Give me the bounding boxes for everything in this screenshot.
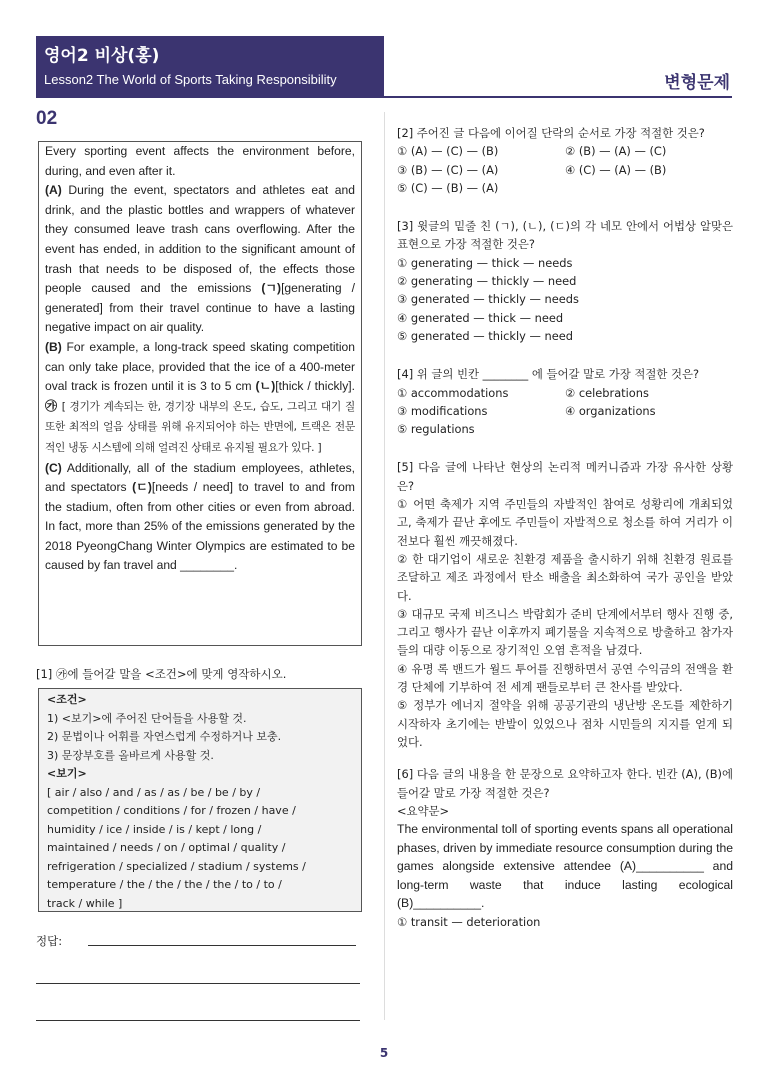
- page-number: 5: [379, 1046, 389, 1060]
- option[interactable]: ⑤ generated — thickly — need: [397, 328, 574, 343]
- q6-prompt: [6] 다음 글의 내용을 한 문장으로 요약하고자 한다. 빈칸 (A), (B)에 들어갈 말로 가장 적절한 것은?: [397, 767, 733, 800]
- q3-prompt: [3] 윗글의 밑줄 친 (ㄱ), (ㄴ), (ㄷ)의 각 네모 안에서 어법상 알맞은 표현으로 가장 적절한 것은?: [397, 219, 733, 252]
- q5-options: [397, 495, 733, 751]
- option[interactable]: ① (A) — (C) — (B): [397, 144, 499, 159]
- passage-intro: Every sporting event affects the environment before, during, and even after it.: [45, 144, 355, 178]
- word-bank-title: <보기>: [47, 767, 87, 780]
- option[interactable]: ① 어떤 축제가 지역 주민들의 자발적인 참여로 성황리에 개최되었고, 축제가 끝난 후에도 주민들이 자발적으로 청소를 하여 거리가 이전보다 훨씬 깨끗해졌다.: [397, 497, 733, 548]
- condition-title: <조건>: [47, 693, 87, 706]
- word-bank-line: track / while ]: [47, 896, 123, 910]
- option[interactable]: ① transit — deterioration: [397, 915, 541, 930]
- summary-label: <요약문>: [397, 803, 450, 818]
- right-column: [397, 124, 733, 931]
- q5-prompt: [5] 다음 글에 나타난 현상의 논리적 메커니즘과 가장 유사한 상황은?: [397, 460, 733, 493]
- passage-paragraph-a: (A) During the event, spectators and athletes eat and drink, and the plastic bottles and wrappers of whatever they consumed leave trash cans overflowing. After the event has ended, in addition to the significant amount of trash that needs to be disposed of, the effects those people caused and the emissions (ㄱ)[generating / generated] from their travel continue to have a lasting negative impact on air quality.: [45, 183, 355, 335]
- summary-text: The environmental toll of sporting events spans all operational phases, driven by immediate resource consumption during the games alongside extensive attendee (A)__________ and long-term waste that induce lasting ecological (B)__________.: [397, 822, 734, 911]
- condition-item: 1) <보기>에 주어진 단어들을 사용할 것.: [47, 711, 247, 725]
- word-bank-line: [ air / also / and / as / as / be / be / by /: [47, 785, 261, 799]
- option[interactable]: ② celebrations: [565, 385, 649, 400]
- option[interactable]: ③ 대규모 국제 비즈니스 박람회가 준비 단계에서부터 행사 진행 중, 그리고 행사가 끝난 이후까지 폐기물을 지속적으로 방출하고 참가자들의 대량 이동으로 장기적인 오염 흔적을 남겼다.: [397, 606, 733, 658]
- answer-line[interactable]: [88, 945, 356, 946]
- header-subtitle: Lesson2 The World of Sports Taking Responsibility: [44, 72, 337, 87]
- q1-prompt: [1] ㉮에 들어갈 말을 <조건>에 맞게 영작하시오.: [36, 667, 287, 681]
- word-bank-line: maintained / needs / on / optimal / quality /: [47, 841, 286, 854]
- word-bank-line: competition / conditions / for / frozen / have /: [47, 804, 296, 817]
- word-bank-line: temperature / the / the / the / the / to / to /: [47, 878, 282, 891]
- q4-options: [397, 384, 733, 439]
- answer-label: 정답:: [36, 934, 63, 948]
- q3-options: [397, 254, 733, 345]
- option[interactable]: ⑤ (C) — (B) — (A): [397, 180, 499, 195]
- option[interactable]: ④ 유명 록 밴드가 월드 투어를 진행하면서 공연 수익금의 전액을 환경 단체에 기부하여 전 세계 팬들로부터 큰 찬사를 받았다.: [397, 661, 733, 695]
- condition-box: [38, 688, 362, 912]
- option[interactable]: ④ (C) — (A) — (B): [565, 162, 667, 177]
- header-title: 영어2 비상(홍): [44, 46, 160, 66]
- option[interactable]: ⑤ regulations: [397, 422, 475, 437]
- passage-paragraph-b: (B) For example, a long-track speed skating competition can only take place, provided that the ice of a 400-meter oval track is frozen until it is 3 to 5 cm (ㄴ)[thick / thickly]. ㉮ [ 경기가 계속되는 한, 경기장 내부의 온도, 습도, 그리고 대기 질 또한 최적의 얼음 상태를 위해 유지되어야 하는 반면에, 트랙은 전문적인 냉동 시스템에 의해 얼려진 상태로 유지될 필요가 있다. ]: [45, 339, 355, 454]
- passage-box: [38, 141, 362, 646]
- condition-item: 2) 문법이나 어휘를 자연스럽게 수정하거나 보충.: [47, 730, 282, 743]
- option[interactable]: ① accommodations: [397, 385, 509, 400]
- header-right-label: 변형문제: [664, 73, 730, 93]
- word-bank-line: humidity / ice / inside / is / kept / long /: [47, 822, 262, 836]
- option[interactable]: ② 한 대기업이 새로운 친환경 제품을 출시하기 위해 친환경 원료를 조달하고 제조 과정에서 탄소 배출을 최소화하여 국가 공인을 받았다.: [397, 551, 733, 603]
- option[interactable]: ② (B) — (A) — (C): [565, 144, 667, 159]
- column-divider: [384, 112, 385, 1020]
- q2-options: [397, 142, 733, 197]
- question-number: 02: [36, 108, 58, 129]
- option[interactable]: ④ organizations: [565, 403, 656, 418]
- q4-prompt: [4] 위 글의 빈칸 ________ 에 들어갈 말로 가장 적절한 것은?: [397, 367, 700, 382]
- option[interactable]: ⑤ 정부가 에너지 절약을 위해 공공기관의 냉난방 온도를 제한하기 시작하자 초기에는 반발이 있었으나 점차 시민들의 지지를 얻게 되었다.: [397, 698, 733, 749]
- word-bank-line: refrigeration / specialized / stadium / systems /: [47, 859, 306, 873]
- option[interactable]: ③ generated — thickly — needs: [397, 292, 579, 307]
- q2-prompt: [2] 주어진 글 다음에 이어질 단락의 순서로 가장 적절한 것은?: [397, 126, 705, 140]
- passage-paragraph-c: (C) Additionally, all of the stadium employees, athletes, and spectators (ㄷ)[needs / need] to travel to and from the stadium, often from other cities or even from abroad. In fact, more than 25% of the emissions generated by the 2018 PyeongChang Winter Olympics are estimated to be caused by fan travel and ________.: [45, 460, 355, 573]
- header-divider: [36, 96, 732, 98]
- answer-line[interactable]: [36, 1020, 360, 1021]
- option[interactable]: ② generating — thickly — need: [397, 274, 577, 289]
- option[interactable]: ③ modifications: [397, 403, 488, 418]
- option[interactable]: ① generating — thick — needs: [397, 255, 573, 270]
- answer-line[interactable]: [36, 983, 360, 984]
- option[interactable]: ③ (B) — (C) — (A): [397, 162, 499, 177]
- option[interactable]: ④ generated — thick — need: [397, 310, 564, 325]
- condition-item: 3) 문장부호를 올바르게 사용할 것.: [47, 748, 214, 762]
